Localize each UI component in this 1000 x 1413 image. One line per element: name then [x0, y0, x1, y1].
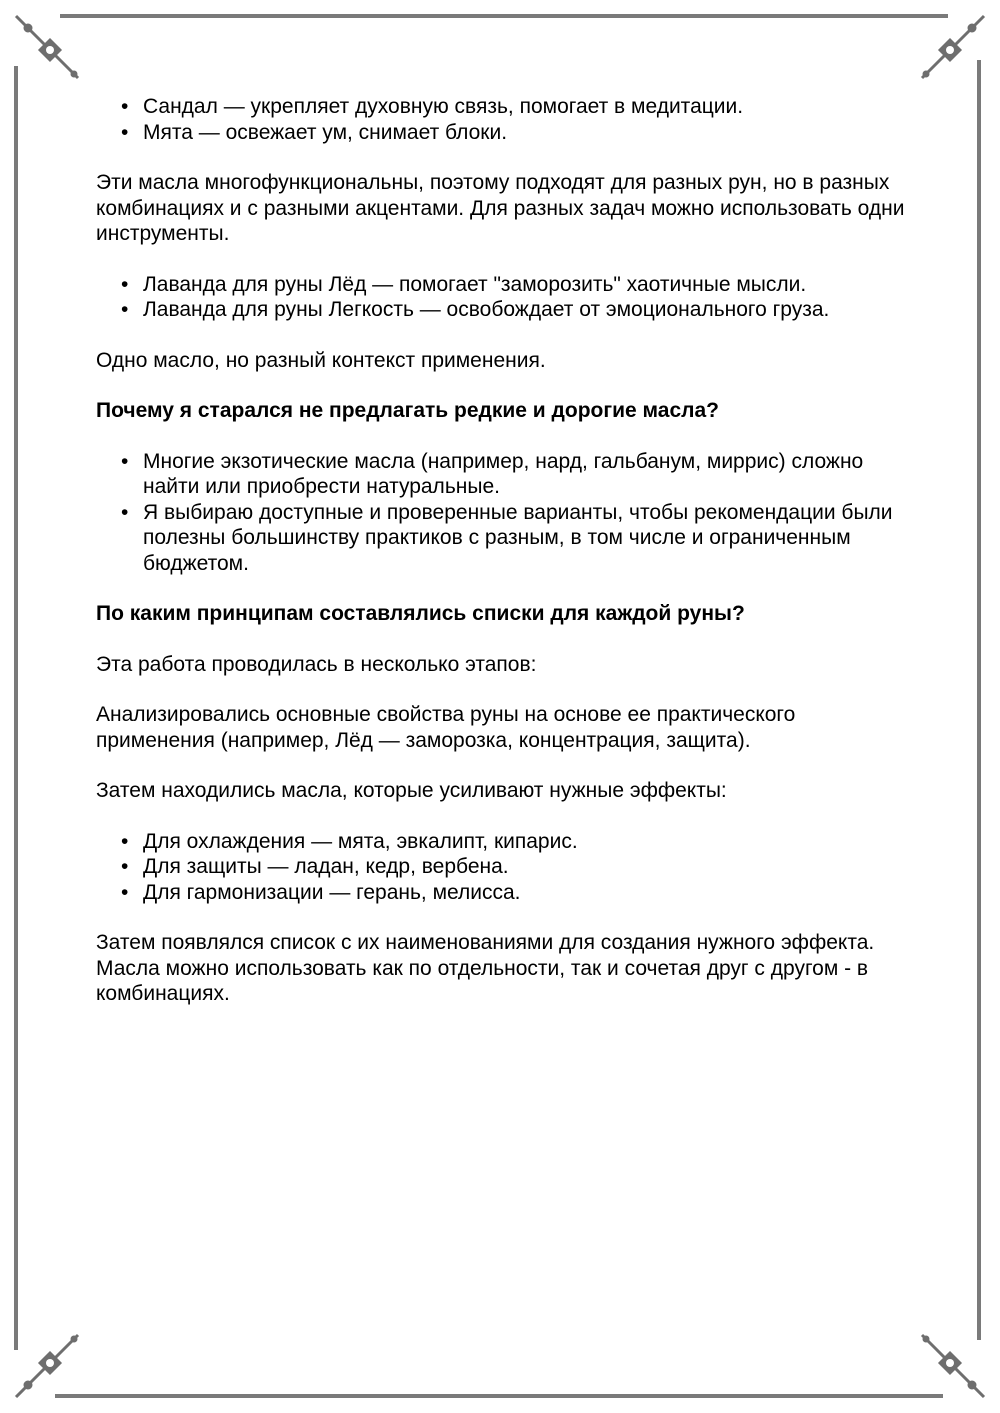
list-item: • Я выбираю доступные и проверенные варианты, чтобы рекомендации были полезны большинству практиков с разным, в том числе и ограниченным бюджетом.	[143, 500, 916, 577]
paragraph: Затем появлялся список с их наименованиями для создания нужного эффекта. Масла можно использовать как по отдельности, так и сочетая друг с другом - в комбинациях.	[96, 931, 875, 1005]
paragraph: Эта работа проводилась в несколько этапов:	[96, 652, 537, 676]
paragraph: Эти масла многофункциональны, поэтому подходят для разных рун, но в разных комбинациях и с разными акцентами. Для разных задач можно использовать одни инструменты.	[96, 171, 905, 245]
paragraph: Затем находились масла, которые усиливают нужные эффекты:	[96, 779, 727, 802]
corner-key-ornament-icon	[8, 1325, 88, 1405]
frame-left-border	[14, 66, 18, 1350]
list-item: • Сандал — укрепляет духовную связь, помогает в медитации.	[143, 94, 916, 120]
frame-bottom-border	[55, 1394, 943, 1398]
section-heading: Почему я старался не предлагать редкие и дорогие масла?	[96, 399, 719, 422]
paragraph: Анализировались основные свойства руны на основе ее практического применения (например, Лёд — заморозка, концентрация, защита).	[96, 703, 796, 752]
document-body	[96, 94, 916, 1032]
corner-key-ornament-icon	[8, 8, 88, 88]
list-item: • Для защиты — ладан, кедр, вербена.	[143, 854, 916, 880]
list-item: • Лаванда для руны Легкость — освобождает от эмоционального груза.	[143, 297, 916, 323]
oils-list-3	[96, 449, 916, 577]
list-item: • Мята — освежает ум, снимает блоки.	[143, 120, 916, 146]
section-heading: По каким принципам составлялись списки для каждой руны?	[96, 602, 745, 625]
frame-top-border	[60, 14, 948, 18]
list-item: • Лаванда для руны Лёд — помогает "заморозить" хаотичные мысли.	[143, 272, 916, 298]
frame-right-border	[977, 60, 981, 1340]
paragraph: Одно масло, но разный контекст применения.	[96, 348, 546, 372]
list-item: • Многие экзотические масла (например, нард, гальбанум, миррис) сложно найти или приобрести натуральные.	[143, 449, 916, 500]
list-item: • Для охлаждения — мята, эвкалипт, кипарис.	[143, 829, 916, 855]
oils-list-4	[96, 829, 916, 906]
oils-list-2	[96, 272, 916, 323]
corner-key-ornament-icon	[912, 8, 992, 88]
list-item: • Для гармонизации — герань, мелисса.	[143, 880, 916, 906]
corner-key-ornament-icon	[912, 1325, 992, 1405]
oils-list-1	[96, 94, 916, 145]
